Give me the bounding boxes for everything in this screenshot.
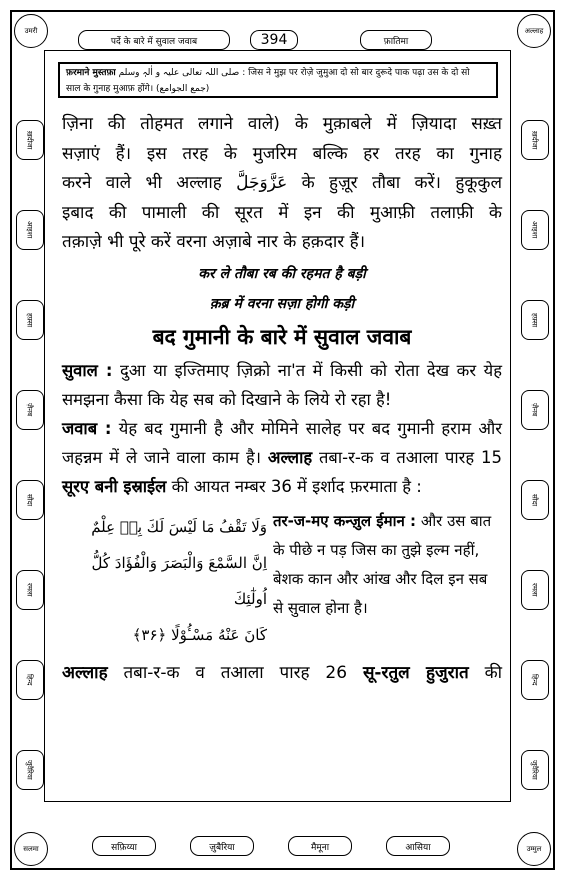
arabic-line: وَلَا تَقْفُ مَا لَيْسَ لَكَ بِهٖ عِلْمٌ [91,517,267,536]
right-side-label: रमला [521,570,549,610]
final-line [62,659,502,688]
answer [62,414,502,501]
header-right-corner: अल्लाह [517,14,551,48]
para1-line: करने वाले भी अल्लाह عَزَّوَجَلَّ के हुज़ूर तौबा करें। हुकूकुल [62,173,502,193]
para1-line: सज़ाएं हैं। इस तरह के मुजरिम बल्कि हर तरह का गुनाह [62,143,502,164]
left-side-label: हफ़्सा [16,300,44,340]
left-side-label: रमला [16,570,44,610]
final-surah: सू-रतुल हुजुरात [362,662,469,683]
left-side-label: ज़ैनब [16,390,44,430]
page-number: 394 [250,30,298,50]
left-side-label: हिन्द [16,660,44,700]
banner-label: फ़रमाने मुस्तफ़ा [66,68,116,78]
ayat-block [62,507,502,653]
para1-line: तक़ाज़े भी पूरे करें वरना अज़ाबे नार के हक़दार हैं। [62,232,366,252]
left-side-label: आइशा [16,210,44,250]
arabic-line: اِنَّ السَّمْعَ وَالْبَصَرَ وَالْفُؤَادَ كُلُّ اُولٰٓئِكَ [91,553,267,608]
banner-text-line2: साल के गुनाह मुआफ़ होंगे। [66,84,154,94]
final-allah: अल्लाह [62,662,108,683]
left-side-label: जुवैरिया [16,750,44,790]
left-side-label: सौदा [16,480,44,520]
arabic-ayat [62,507,267,653]
right-side-label: ख़दीजा [521,120,549,160]
poem-line: कर ले तौबा रब की रहमत है बड़ी [198,265,366,282]
page-content [62,110,502,688]
header-right-tab: फ़ातिमा [360,30,432,50]
farmane-mustafa-banner [58,62,498,98]
final-text: तबा-र-क व तआला पारह 26 [123,662,348,683]
left-side-label: ख़दीजा [16,120,44,160]
banner-source: (جمع الجوامع) [156,84,210,94]
para1-line: इबाद की पामाली की सूरत में इन की मुआफ़ी तलाफ़ी के [62,202,502,223]
footer-tab: सफ़िय्या [92,836,156,856]
footer-tab: आसिया [386,836,450,856]
footer-left-corner: सलमा [14,832,48,866]
right-side-label: सौदा [521,480,549,520]
right-side-label: ज़ैनब [521,390,549,430]
question [62,356,502,414]
answer-allah: अल्लाह [267,447,313,467]
answer-label: जवाब : [62,418,112,438]
answer-text-2: तबा-र-क व तआला पारह 15 [319,447,502,467]
question-label: सुवाल : [62,360,113,380]
right-side-label: हफ़्सा [521,300,549,340]
answer-text-3: की आयत नम्बर 36 में इर्शाद फ़रमाता है : [171,476,422,496]
section-heading: बद गुमानी के बारे में सुवाल जवाब [152,324,412,349]
answer-surah: सूरए बनी इस्राईल [62,476,167,496]
arabic-line: كَانَ عَنْهُ مَسْـُٔوْلًا ﴿۳۶﴾ [132,625,267,644]
right-side-label: आइशा [521,210,549,250]
right-side-label: हिन्द [521,660,549,700]
banner-text-line1: : जिस ने मुझ पर रोज़े जुमुआ दो सो बार दुरूदे पाक पढ़ा उस के दो सो [242,68,470,78]
poem-line: क़ब्र में वरना सज़ा होगी कड़ी [209,295,355,312]
question-text: दुआ या इज्तिमाए ज़िक्रो ना'त में किसी को रोता देख कर येह समझना कैसा कि येह सब को दिखाने के लिये रो रहा है! [62,360,503,409]
footer-tab: ज़ुबैरिया [190,836,254,856]
tarjuma-label: तर-ज-मए कन्ज़ुल ईमान : [273,511,417,530]
tarjuma [267,507,502,653]
answer-text-1: येह बद गुमानी है और मोमिने सालेह पर बद गुमानी हराम और जहन्नम में ले जाने वाला काम है। [62,418,502,467]
final-tail: की [484,662,503,683]
footer-right-corner: उम्मुल [517,832,551,866]
header-chapter-tab: पर्दे के बारे में सुवाल जवाब [78,30,230,50]
footer-tab: मैमूना [288,836,352,856]
tarjuma-text: और उस बात के पीछे न पड़ जिस का तुझे इल्म नहीं, बेशक कान और आंख और दिल इन सब से सुवाल होना है। [273,511,492,617]
banner-salawat: صلی اللہ تعالی علیہ و اٰلہٖ وسلم [118,68,240,78]
right-side-label: जुवैरिया [521,750,549,790]
para1-line: ज़िना की तोहमत लगाने वाले) के मुक़ाबले में ज़ियादा सख़्त [62,114,502,134]
header-left-corner: उमरी [14,14,48,48]
